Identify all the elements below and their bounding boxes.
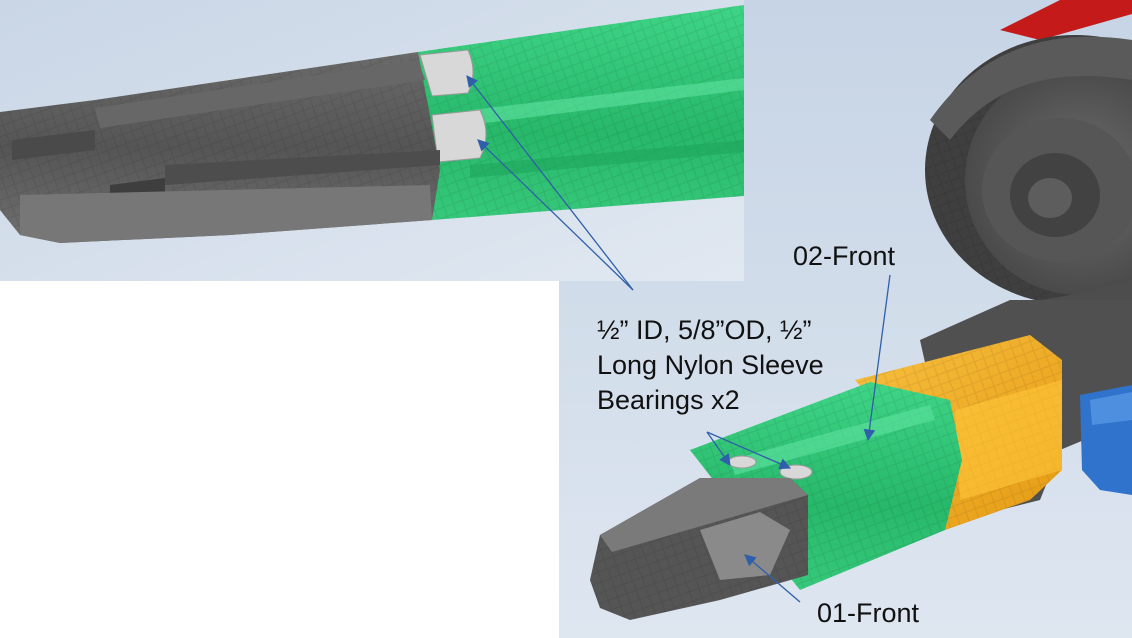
- bearing-spec-line-1: ½” ID, 5/8”OD, ½”: [597, 315, 812, 345]
- bearing-main-1: [728, 456, 756, 468]
- bearing-spec-line-2: Long Nylon Sleeve: [597, 350, 824, 380]
- part-02-front-label: 02-Front: [793, 241, 896, 271]
- bearing-main-2: [780, 465, 812, 479]
- bearing-spec-line-3: Bearings x2: [597, 385, 740, 415]
- part-01-front-label: 01-Front: [817, 598, 920, 628]
- top-detail-view: [0, 0, 744, 281]
- bearing-detail-2: [432, 110, 486, 162]
